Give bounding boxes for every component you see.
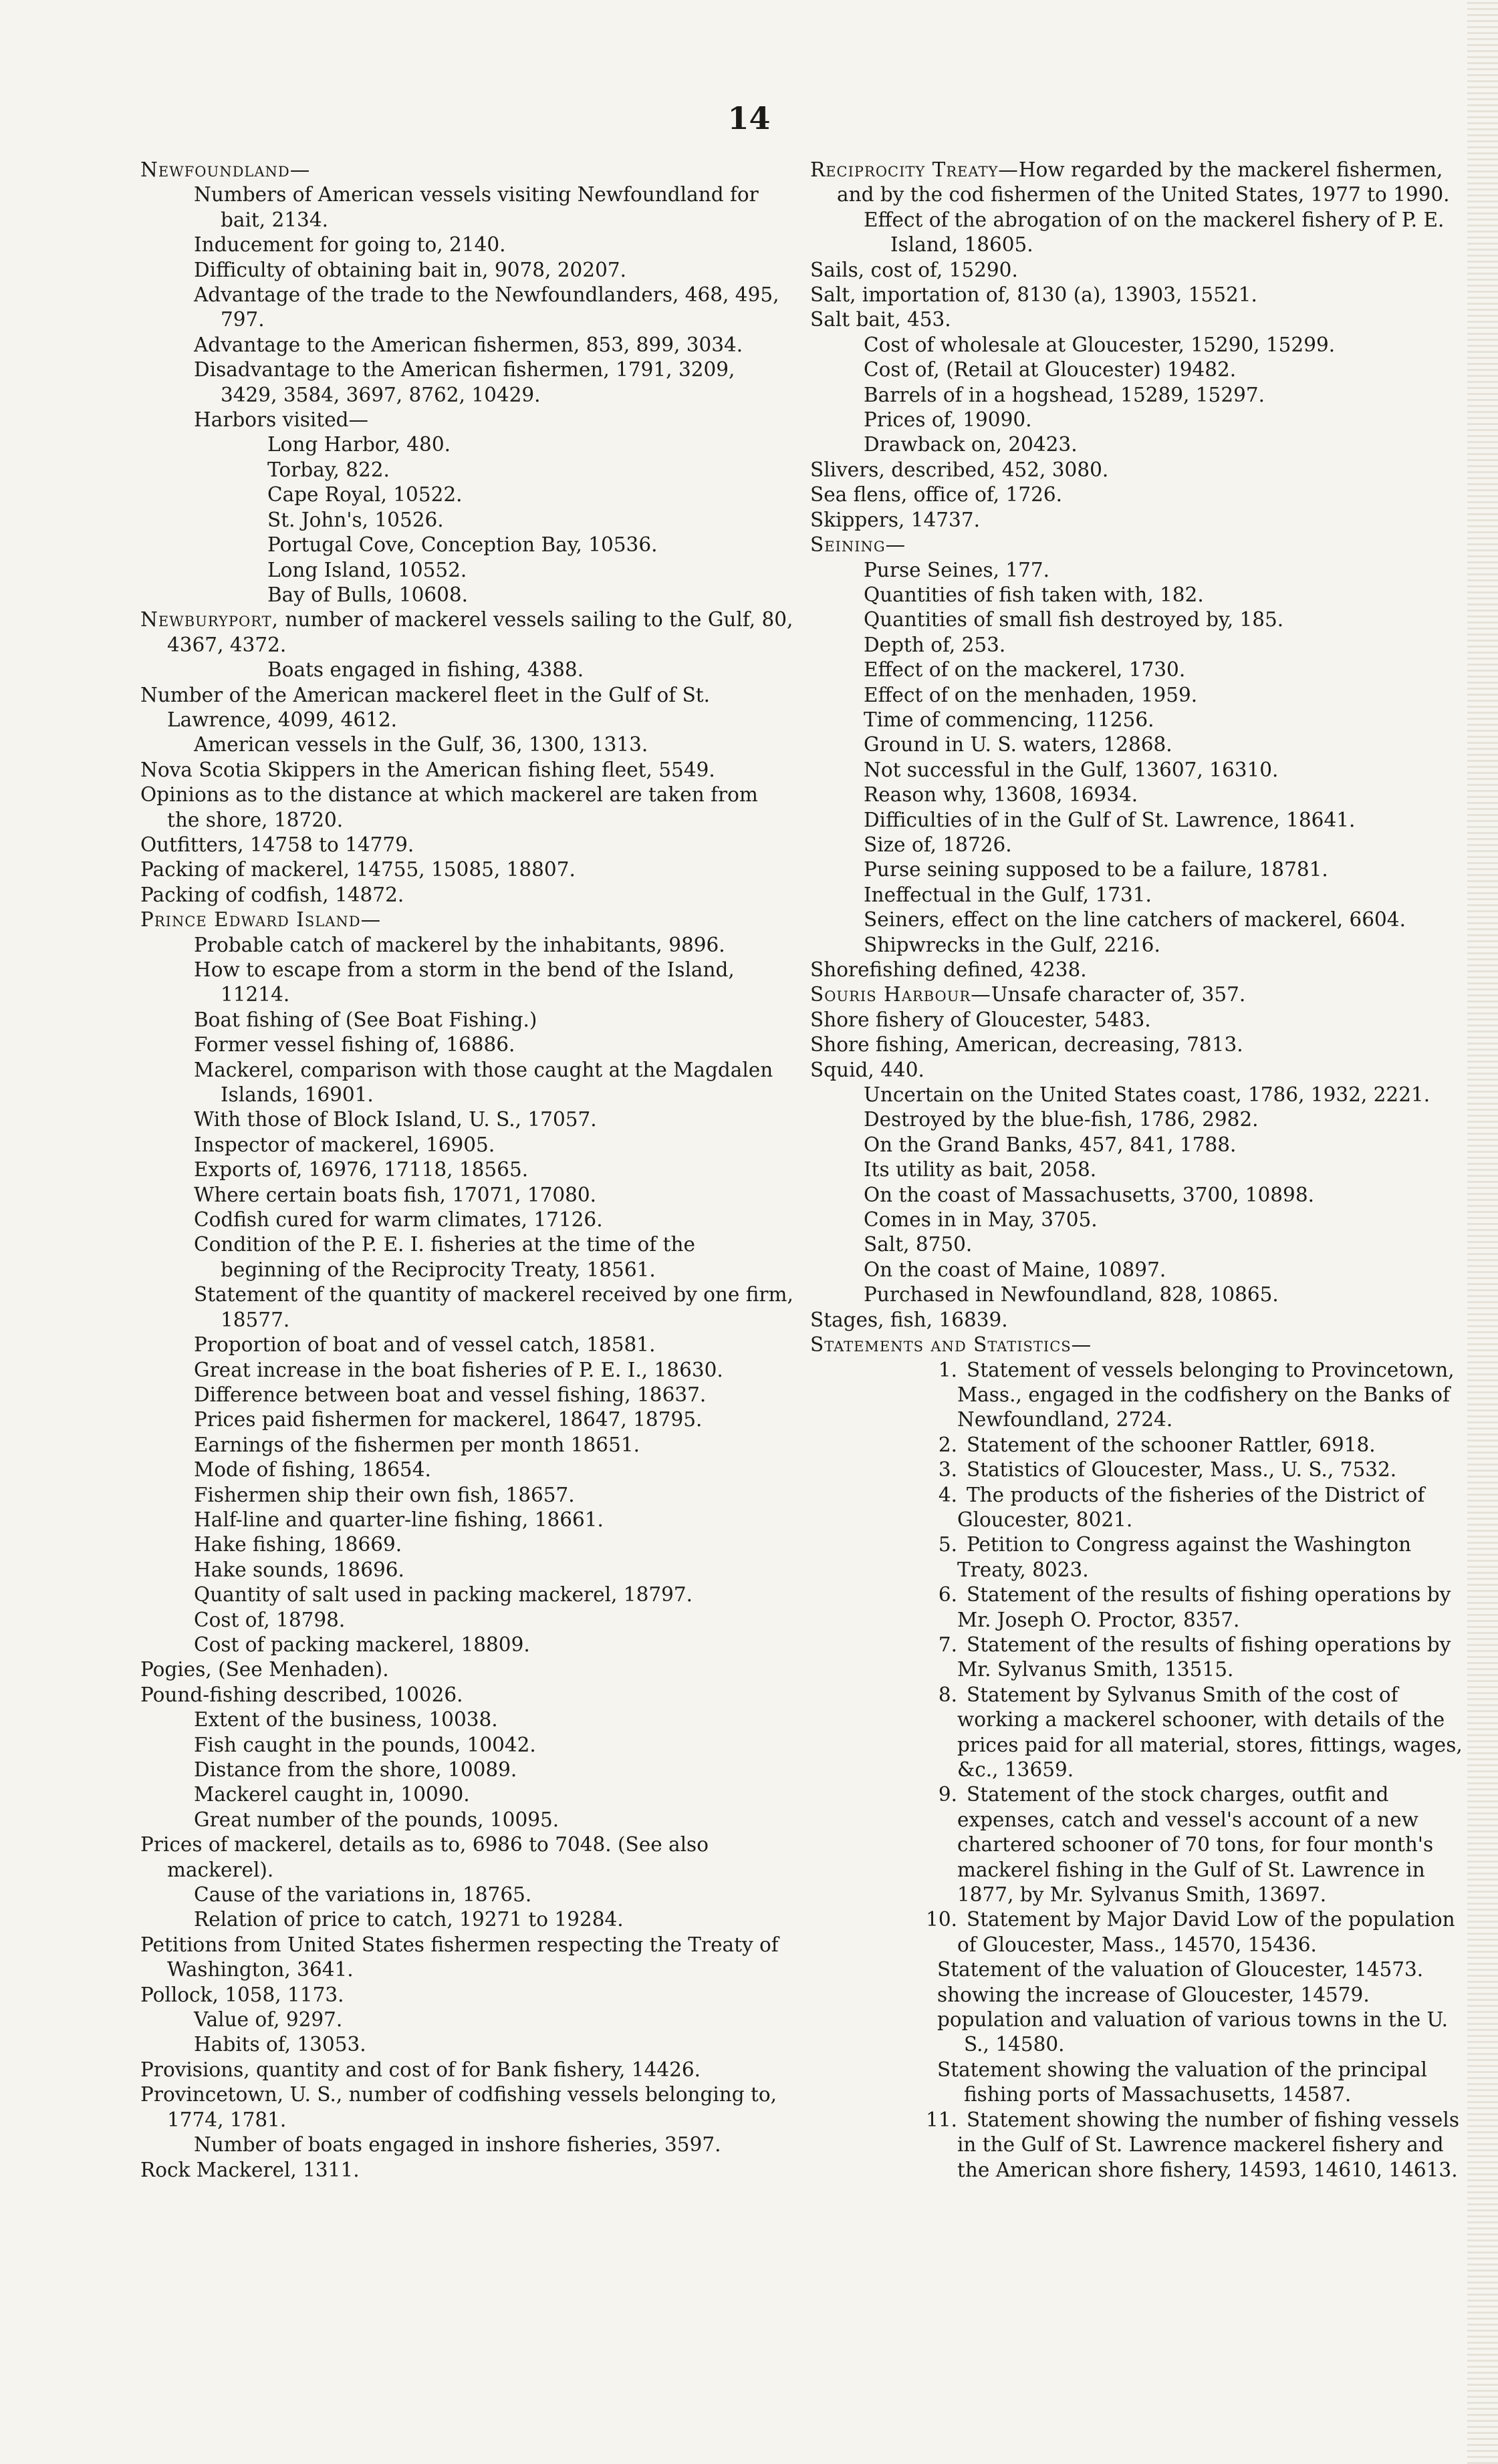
entry-text: Cost of, (Retail at Gloucester) 19482. [864, 358, 1237, 382]
index-entry [140, 1758, 795, 1782]
entry-text: Number of boats engaged in inshore fisheries, 3597. [194, 2133, 721, 2157]
index-entry [810, 658, 1465, 682]
index-entry [140, 1907, 795, 1932]
index-entry [140, 432, 795, 457]
entry-number: 10. [926, 1908, 957, 1931]
entry-text: Packing of codfish, 14872. [140, 883, 404, 906]
index-entry [810, 683, 1465, 708]
entry-heading: Newburyport, [140, 608, 279, 632]
entry-text: Condition of the P. E. I. fisheries at the time of the beginning of the Reciprocity Treaty, 18561. [194, 1233, 695, 1281]
index-entry [140, 1782, 795, 1807]
entry-text: Harbors visited— [194, 408, 369, 432]
entry-text: How to escape from a storm in the bend of the Island, 11214. [194, 958, 735, 1006]
entry-text: Effect of on the menhaden, 1959. [864, 683, 1198, 706]
index-entry [140, 607, 795, 658]
index-entry [810, 558, 1465, 583]
index-entry [140, 583, 795, 607]
index-entry [140, 1033, 795, 1057]
index-entry [140, 258, 795, 283]
entry-text: Disadvantage to the American fishermen, 1791, 3209, 3429, 3584, 3697, 8762, 10429. [194, 358, 735, 406]
index-entry [810, 1633, 1465, 1683]
index-entry [810, 1433, 1465, 1458]
entry-text: Pollock, 1058, 1173. [140, 1983, 344, 2006]
index-entry [810, 908, 1465, 932]
entry-text: Former vessel fishing of, 16886. [194, 1033, 515, 1057]
index-entry [140, 783, 795, 833]
index-entry [810, 1133, 1465, 1157]
entry-text: Torbay, 822. [267, 458, 390, 481]
entry-text: Great increase in the boat fisheries of P. E. I., 18630. [194, 1358, 723, 1381]
entry-text: Difficulties of in the Gulf of St. Lawrence, 18641. [864, 808, 1356, 831]
entry-text: Hake sounds, 18696. [194, 1558, 404, 1581]
entry-text: Statement of the quantity of mackerel received by one firm, 18577. [194, 1283, 793, 1331]
index-entry [810, 1308, 1465, 1333]
index-entry [140, 1483, 795, 1508]
entry-text: Fish caught in the pounds, 10042. [194, 1733, 536, 1756]
index-entry [810, 1907, 1465, 1957]
entry-text: Statement of vessels belonging to Provincetown, Mass., engaged in the codfishery on the Banks of Newfoundland, 2724. [957, 1358, 1455, 1431]
entry-text: Advantage of the trade to the Newfoundlanders, 468, 495, 797. [194, 283, 779, 331]
entry-text: Shorefishing defined, 4238. [810, 958, 1087, 981]
index-entry [140, 358, 795, 408]
index-entry [810, 1258, 1465, 1282]
entry-text: Exports of, 16976, 17118, 18565. [194, 1158, 529, 1182]
entry-number: 8. [938, 1683, 957, 1706]
entry-text: Purse seining supposed to be a failure, 18781. [864, 858, 1328, 881]
index-entry [810, 508, 1465, 533]
index-entry [810, 1333, 1465, 1357]
entry-text: Pound-fishing described, 10026. [140, 1683, 463, 1706]
entry-text: Not successful in the Gulf, 13607, 16310. [864, 758, 1279, 781]
entry-text: On the coast of Maine, 10897. [864, 1258, 1166, 1281]
entry-text: showing the increase of Gloucester, 14579. [937, 1983, 1370, 2006]
entry-text: Statistics of Gloucester, Mass., U. S., 7532. [967, 1458, 1397, 1482]
index-entry [140, 683, 795, 733]
entry-text: Statement of the schooner Rattler, 6918. [967, 1433, 1376, 1456]
index-entry [810, 958, 1465, 982]
index-column-right [810, 158, 1465, 2183]
entry-text: Portugal Cove, Conception Bay, 10536. [267, 533, 658, 557]
entry-text: Petition to Congress against the Washington Treaty, 8023. [957, 1533, 1412, 1581]
entry-text: Slivers, described, 452, 3080. [810, 458, 1109, 481]
index-entry [810, 1282, 1465, 1307]
entry-text: Value of, 9297. [194, 2008, 343, 2032]
index-entry [140, 1358, 795, 1383]
index-entry [140, 908, 795, 932]
index-entry [810, 1208, 1465, 1232]
entry-text: Statement by Major David Low of the population of Gloucester, Mass., 14570, 15436. [957, 1908, 1455, 1956]
entry-heading: Souris Harbour— [810, 983, 991, 1006]
index-entry [140, 933, 795, 958]
index-entry [140, 2058, 795, 2082]
entry-text: St. John's, 10526. [267, 508, 444, 531]
index-entry [140, 1883, 795, 1907]
entry-text: Prices paid fishermen for mackerel, 18647, 18795. [194, 1408, 703, 1431]
entry-text: Sails, cost of, 15290. [810, 258, 1018, 281]
index-entry [810, 1232, 1465, 1257]
entry-text: Statement of the valuation of Gloucester, 14573. [937, 1958, 1424, 1981]
index-entry [810, 833, 1465, 857]
index-entry [140, 533, 795, 557]
index-entry [140, 2158, 795, 2183]
index-entry [810, 783, 1465, 807]
index-entry [810, 2058, 1465, 2108]
entry-text: Comes in in May, 3705. [864, 1208, 1098, 1232]
entry-text: Shipwrecks in the Gulf, 2216. [864, 933, 1160, 956]
index-entry [810, 1957, 1465, 1982]
entry-text: Statement of the results of fishing operations by Mr. Sylvanus Smith, 13515. [957, 1633, 1451, 1681]
entry-text: Shore fishery of Gloucester, 5483. [810, 1008, 1151, 1031]
index-entry [810, 1782, 1465, 1907]
index-entry [810, 808, 1465, 833]
index-entry [140, 857, 795, 882]
index-entry [140, 1282, 795, 1333]
entry-text: Barrels of in a hogshead, 15289, 15297. [864, 383, 1265, 406]
index-entry [140, 1383, 795, 1407]
entry-text: Cape Royal, 10522. [267, 483, 463, 507]
index-entry [140, 158, 795, 182]
entry-text: Probable catch of mackerel by the inhabitants, 9896. [194, 933, 725, 956]
entry-text: Shore fishing, American, decreasing, 7813. [810, 1033, 1243, 1057]
index-entry [810, 432, 1465, 457]
entry-text: number of mackerel vessels sailing to the Gulf, 80, 4367, 4372. [167, 608, 793, 656]
entry-text: Difference between boat and vessel fishing, 18637. [194, 1383, 707, 1406]
entry-heading: Prince Edward Island— [140, 908, 382, 932]
index-entry [810, 1008, 1465, 1033]
index-entry [140, 458, 795, 483]
index-entry [140, 233, 795, 257]
entry-text: Advantage to the American fishermen, 853, 899, 3034. [194, 333, 743, 356]
entry-text: Reason why, 13608, 16934. [864, 783, 1138, 807]
index-entry [140, 1532, 795, 1557]
index-entry [810, 1183, 1465, 1208]
entry-heading: Reciprocity Treaty— [810, 158, 1019, 181]
index-entry [140, 883, 795, 908]
entry-text: Rock Mackerel, 1311. [140, 2158, 360, 2181]
index-entry [140, 1583, 795, 1607]
index-entry [810, 1033, 1465, 1057]
entry-text: Bay of Bulls, 10608. [267, 583, 469, 606]
index-entry [140, 1208, 795, 1232]
entry-heading: Statements and Statistics— [810, 1333, 1092, 1357]
entry-text: Statement by Sylvanus Smith of the cost of working a mackerel schooner, with details of the prices paid for all material, stores, fittings, wages, &c., 13659. [957, 1683, 1463, 1781]
entry-text: Quantities of fish taken with, 182. [864, 583, 1204, 606]
index-entry [810, 358, 1465, 382]
index-entry [810, 1483, 1465, 1533]
entry-text: Destroyed by the blue-fish, 1786, 2982. [864, 1108, 1259, 1131]
entry-text: Long Harbor, 480. [267, 433, 451, 456]
index-entry [810, 383, 1465, 408]
entry-text: On the Grand Banks, 457, 841, 1788. [864, 1133, 1237, 1156]
index-entry [140, 1608, 795, 1633]
index-entry [140, 2082, 795, 2133]
entry-text: Difficulty of obtaining bait in, 9078, 20207. [194, 258, 626, 281]
index-entry [140, 1933, 795, 1983]
index-entry [810, 982, 1465, 1007]
index-entry [140, 1058, 795, 1108]
index-entry [140, 1633, 795, 1657]
entry-text: Cause of the variations in, 18765. [194, 1883, 532, 1907]
entry-text: Where certain boats fish, 17071, 17080. [194, 1183, 597, 1206]
index-entry [140, 182, 795, 233]
entry-text: Boat fishing of (See Boat Fishing.) [194, 1008, 537, 1031]
entry-text: American vessels in the Gulf, 36, 1300, 1313. [194, 733, 648, 757]
page-number: 14 [727, 100, 771, 136]
entry-text: Salt bait, 453. [810, 308, 951, 331]
entry-text: Great number of the pounds, 10095. [194, 1808, 559, 1831]
entry-text: Squid, 440. [810, 1058, 924, 1081]
index-entry [810, 2008, 1465, 2058]
entry-text: Salt, importation of, 8130 (a), 13903, 15521. [810, 283, 1257, 307]
index-entry [810, 633, 1465, 658]
entry-text: Effect of on the mackerel, 1730. [864, 658, 1186, 682]
index-entry [810, 458, 1465, 483]
index-entry [810, 1058, 1465, 1083]
entry-text: Relation of price to catch, 19271 to 19284. [194, 1908, 624, 1931]
index-entry [140, 1008, 795, 1033]
entry-text: Number of the American mackerel fleet in the Gulf of St. Lawrence, 4099, 4612. [140, 683, 711, 731]
entry-text: Mackerel caught in, 10090. [194, 1783, 470, 1806]
index-entry [810, 533, 1465, 557]
index-entry [140, 333, 795, 358]
index-entry [140, 1157, 795, 1182]
entry-text: Inspector of mackerel, 16905. [194, 1133, 495, 1156]
entry-text: Seiners, effect on the line catchers of mackerel, 6604. [864, 908, 1406, 932]
index-entry [810, 333, 1465, 358]
entry-number: 11. [926, 2108, 957, 2131]
entry-text: Proportion of boat and of vessel catch, 18581. [194, 1333, 656, 1357]
entry-text: Boats engaged in fishing, 4388. [267, 658, 584, 682]
index-entry [140, 2008, 795, 2032]
entry-text: Numbers of American vessels visiting Newfoundland for bait, 2134. [194, 183, 759, 231]
index-entry [140, 2032, 795, 2057]
page-edge-noise [1467, 0, 1498, 2464]
index-entry [140, 833, 795, 857]
entry-text: Statement showing the valuation of the principal fishing ports of Massachusetts, 14587. [937, 2058, 1427, 2106]
index-entry [140, 1983, 795, 2008]
entry-text: Distance from the shore, 10089. [194, 1758, 517, 1781]
entry-text: Statement of the results of fishing operations by Mr. Joseph O. Proctor, 8357. [957, 1583, 1451, 1631]
index-entry [140, 1657, 795, 1682]
entry-text: Provincetown, U. S., number of codfishing vessels belonging to, 1774, 1781. [140, 2083, 777, 2131]
index-column-left [140, 158, 795, 2183]
index-entry [140, 1707, 795, 1732]
index-entry [810, 1083, 1465, 1107]
index-entry [140, 1433, 795, 1458]
entry-number: 2. [938, 1433, 957, 1456]
index-entry [140, 1733, 795, 1758]
index-entry [810, 758, 1465, 783]
index-entry [810, 857, 1465, 882]
entry-text: Hake fishing, 18669. [194, 1533, 402, 1556]
index-entry [810, 208, 1465, 258]
entry-text: Ineffectual in the Gulf, 1731. [864, 883, 1152, 906]
index-entry [810, 283, 1465, 307]
entry-text: On the coast of Massachusetts, 3700, 10898. [864, 1183, 1314, 1206]
index-entry [140, 1808, 795, 1832]
entry-text: Inducement for going to, 2140. [194, 233, 506, 257]
index-entry [810, 258, 1465, 283]
index-entry [140, 508, 795, 533]
entry-text: Earnings of the fishermen per month 18651. [194, 1433, 640, 1456]
entry-text: Purse Seines, 177. [864, 558, 1050, 581]
index-entry [810, 483, 1465, 507]
index-entry [140, 483, 795, 507]
index-entry [140, 1232, 795, 1282]
entry-text: Long Island, 10552. [267, 558, 467, 581]
entry-number: 6. [938, 1583, 957, 1607]
index-entry [810, 1358, 1465, 1433]
entry-text: Purchased in Newfoundland, 828, 10865. [864, 1283, 1279, 1307]
index-entry [140, 558, 795, 583]
index-entry [810, 1683, 1465, 1783]
entry-number: 5. [938, 1533, 957, 1556]
entry-text: Statement of the stock charges, outfit and expenses, catch and vessel's account of a new chartered schooner of 70 tons, for four month's mackerel fishing in the Gulf of St. Lawrence in 1877, by Mr. Sylvanus Smith, 13697. [957, 1783, 1434, 1907]
entry-text: Sea flens, office of, 1726. [810, 483, 1063, 507]
entry-text: Statement showing the number of fishing vessels in the Gulf of St. Lawrence mackerel fishery and the American shore fishery, 14593, 14610, 14613. [957, 2108, 1459, 2181]
entry-text: How regarded by the mackerel fishermen, and by the cod fishermen of the United States, 1977 to 1990. [837, 158, 1450, 207]
entry-text: Time of commencing, 11256. [864, 708, 1154, 731]
entry-text: Quantities of small fish destroyed by, 185. [864, 608, 1284, 632]
entry-text: Depth of, 253. [864, 633, 1006, 656]
index-entry [140, 958, 795, 1008]
entry-text: Ground in U. S. waters, 12868. [864, 733, 1172, 757]
entry-number: 9. [938, 1783, 957, 1806]
index-entry [810, 1532, 1465, 1583]
index-entry [140, 1107, 795, 1132]
entry-text: Packing of mackerel, 14755, 15085, 18807. [140, 858, 576, 881]
index-entry [810, 583, 1465, 607]
entry-text: The products of the fisheries of the District of Gloucester, 8021. [957, 1483, 1425, 1531]
entry-text: Quantity of salt used in packing mackerel, 18797. [194, 1583, 693, 1607]
entry-text: Mackerel, comparison with those caught at the Magdalen Islands, 16901. [194, 1058, 773, 1107]
entry-text: population and valuation of various towns in the U. S., 14580. [937, 2008, 1449, 2056]
entry-number: 1. [938, 1358, 957, 1381]
entry-number: 3. [938, 1458, 957, 1482]
index-entry [140, 1832, 795, 1883]
index-entry [810, 1983, 1465, 2008]
index-entry [810, 307, 1465, 332]
index-entry [140, 283, 795, 333]
index-entry [810, 2108, 1465, 2183]
entry-text: With those of Block Island, U. S., 17057. [194, 1108, 597, 1131]
index-entry [810, 1583, 1465, 1633]
entry-number: 7. [938, 1633, 957, 1656]
entry-text: Cost of, 18798. [194, 1608, 346, 1631]
entry-text: Extent of the business, 10038. [194, 1708, 498, 1732]
entry-text: Cost of packing mackerel, 18809. [194, 1633, 530, 1656]
entry-text: Mode of fishing, 18654. [194, 1458, 431, 1482]
index-entry [140, 1407, 795, 1432]
entry-text: Prices of mackerel, details as to, 6986 to 7048. (See also mackerel). [140, 1833, 709, 1881]
index-entry [810, 158, 1465, 208]
entry-text: Petitions from United States fishermen respecting the Treaty of Washington, 3641. [140, 1933, 779, 1981]
entry-text: Unsafe character of, 357. [991, 983, 1246, 1006]
index-entry [140, 1508, 795, 1532]
index-entry [140, 1133, 795, 1157]
index-entry [140, 2133, 795, 2157]
entry-text: Codfish cured for warm climates, 17126. [194, 1208, 603, 1232]
index-entry [140, 658, 795, 682]
entry-text: Opinions as to the distance at which mackerel are taken from the shore, 18720. [140, 783, 758, 831]
entry-text: Effect of the abrogation of on the mackerel fishery of P. E. Island, 18605. [864, 208, 1445, 257]
entry-text: Uncertain on the United States coast, 1786, 1932, 2221. [864, 1083, 1430, 1107]
entry-text: Cost of wholesale at Gloucester, 15290, 15299. [864, 333, 1336, 356]
entry-text: Its utility as bait, 2058. [864, 1158, 1097, 1182]
entry-text: Nova Scotia Skippers in the American fishing fleet, 5549. [140, 758, 715, 781]
index-entry [810, 708, 1465, 732]
entry-text: Fishermen ship their own fish, 18657. [194, 1483, 575, 1506]
entry-text: Drawback on, 20423. [864, 433, 1078, 456]
index-entry [810, 1157, 1465, 1182]
entry-heading: Seining— [810, 533, 906, 557]
index-entry [810, 408, 1465, 432]
entry-text: Habits of, 13053. [194, 2033, 366, 2056]
entry-text: Prices of, 19090. [864, 408, 1032, 432]
entry-number: 4. [938, 1483, 957, 1506]
index-entry [140, 1183, 795, 1208]
entry-text: Provisions, quantity and cost of for Bank fishery, 14426. [140, 2058, 701, 2081]
index-entry [140, 758, 795, 783]
index-entry [810, 933, 1465, 958]
index-entry [140, 732, 795, 757]
index-entry [140, 1683, 795, 1707]
entry-text: Skippers, 14737. [810, 508, 980, 531]
index-entry [140, 408, 795, 432]
entry-text: Pogies, (See Menhaden). [140, 1658, 389, 1681]
index-entry [810, 1458, 1465, 1482]
entry-text: Salt, 8750. [864, 1233, 973, 1256]
entry-text: Outfitters, 14758 to 14779. [140, 833, 414, 856]
index-entry [140, 1558, 795, 1583]
entry-text: Size of, 18726. [864, 833, 1012, 856]
index-entry [810, 732, 1465, 757]
entry-heading: Newfoundland— [140, 158, 311, 181]
index-entry [810, 607, 1465, 632]
entry-text: Half-line and quarter-line fishing, 18661. [194, 1508, 604, 1531]
index-entry [140, 1458, 795, 1482]
index-entry [810, 883, 1465, 908]
index-entry [810, 1107, 1465, 1132]
index-entry [140, 1333, 795, 1357]
entry-text: Stages, fish, 16839. [810, 1308, 1008, 1331]
